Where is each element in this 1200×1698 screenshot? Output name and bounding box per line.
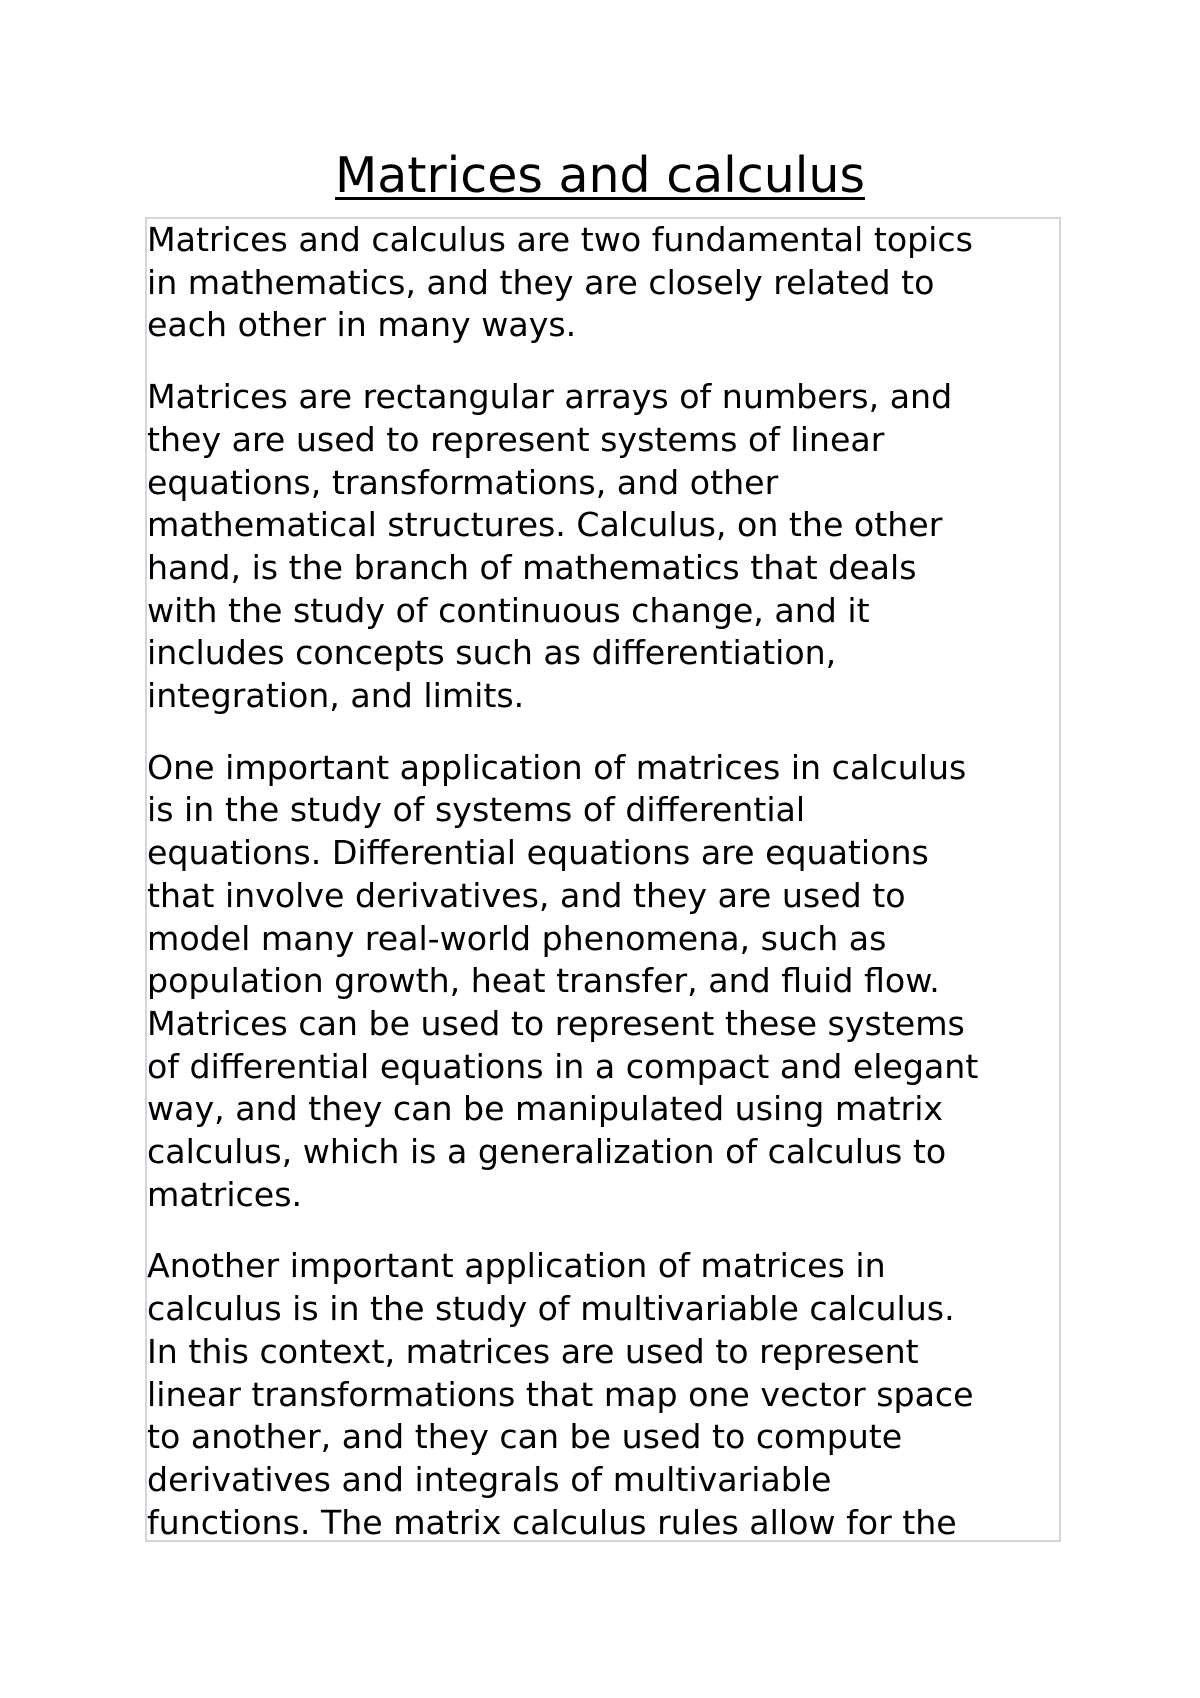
body-text — [147, 219, 1059, 1542]
text-line: with the study of continuous change, and it — [147, 590, 870, 630]
paragraph-definitions — [147, 376, 1059, 718]
text-line: in mathematics, and they are closely related to — [147, 262, 935, 302]
text-line: calculus is in the study of multivariable calculus. — [147, 1289, 955, 1329]
text-line: functions. The matrix calculus rules allow for the — [147, 1502, 957, 1542]
text-line: that involve derivatives, and they are used to — [147, 875, 906, 915]
text-line: hand, is the branch of mathematics that deals — [147, 547, 917, 587]
text-line: way, and they can be manipulated using matrix — [147, 1089, 944, 1129]
text-line: Matrices and calculus are two fundamental topics — [147, 220, 973, 259]
text-line: model many real-world phenomena, such as — [147, 918, 887, 958]
text-line: equations. Differential equations are equations — [147, 833, 929, 873]
text-line: One important application of matrices in calculus — [147, 747, 967, 787]
text-line: calculus, which is a generalization of calculus to — [147, 1132, 947, 1172]
text-line: each other in many ways. — [147, 305, 577, 345]
text-line: integration, and limits. — [147, 676, 525, 716]
text-line: Matrices can be used to represent these systems — [147, 1003, 965, 1043]
paragraph-differential-equations — [147, 747, 1059, 1217]
text-line: Another important application of matrices in — [147, 1246, 886, 1286]
text-line: mathematical structures. Calculus, on the other — [147, 505, 943, 545]
text-line: equations, transformations, and other — [147, 462, 779, 502]
text-line: is in the study of systems of differential — [147, 790, 806, 830]
text-line: includes concepts such as differentiation, — [147, 633, 837, 673]
page-title: Matrices and calculus — [334, 147, 865, 204]
text-line: derivatives and integrals of multivariable — [147, 1459, 832, 1499]
text-line: Matrices are rectangular arrays of numbers, and — [147, 377, 953, 417]
text-line: In this context, matrices are used to represent — [147, 1331, 919, 1371]
text-line: population growth, heat transfer, and fluid flow. — [147, 961, 940, 1001]
text-line: linear transformations that map one vector space — [147, 1374, 974, 1414]
text-line: of differential equations in a compact and elegant — [147, 1046, 979, 1086]
text-line: to another, and they can be used to compute — [147, 1417, 903, 1457]
text-frame — [145, 217, 1061, 1542]
paragraph-intro — [147, 219, 1059, 347]
text-line: matrices. — [147, 1174, 303, 1214]
text-line: they are used to represent systems of linear — [147, 419, 885, 459]
paragraph-multivariable — [147, 1245, 1059, 1542]
